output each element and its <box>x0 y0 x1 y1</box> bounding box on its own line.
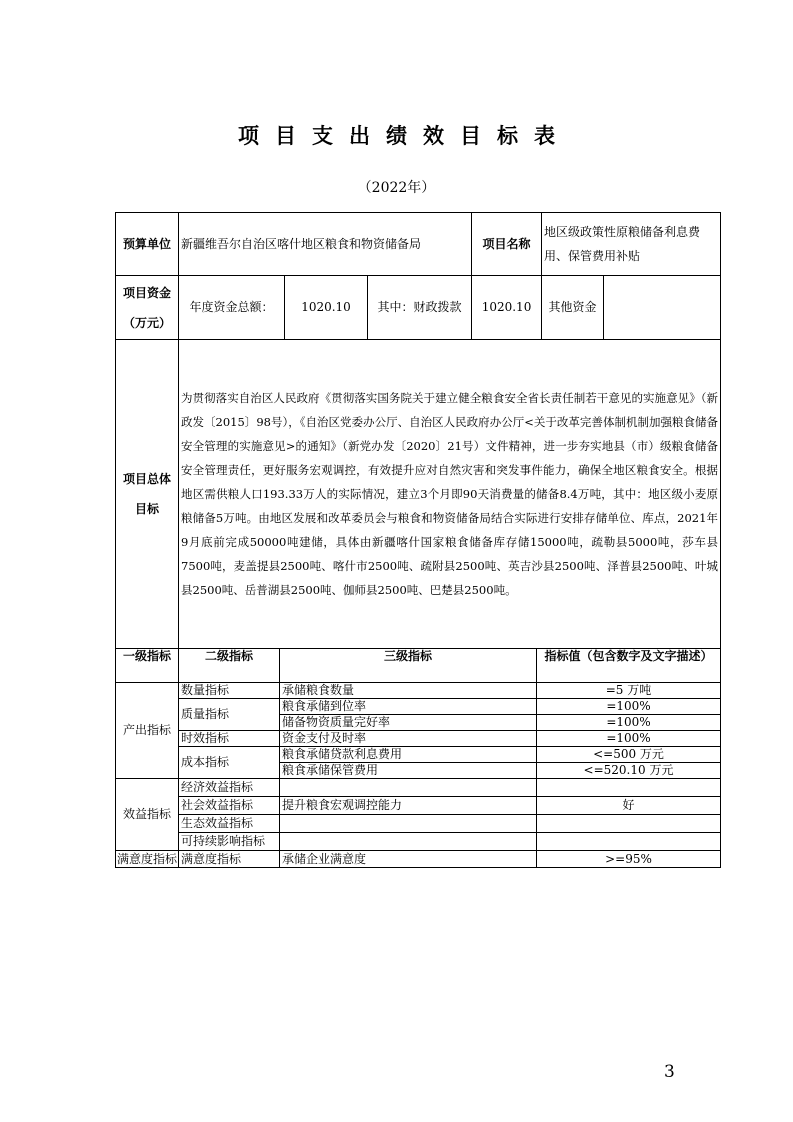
table-row-value: =100% <box>537 699 721 715</box>
cost-indicator: 成本指标 <box>179 747 280 779</box>
annual-total-value: 1020.10 <box>285 276 368 340</box>
benefit-level2: 社会效益指标 <box>179 797 280 815</box>
level2-header: 二级指标 <box>179 649 280 683</box>
benefit-level2: 经济效益指标 <box>179 779 280 797</box>
satisfaction-level1: 满意度指标 <box>116 851 177 866</box>
table-row-value: 好 <box>537 797 721 815</box>
budget-unit-value: 新疆维吾尔自治区喀什地区粮食和物资储备局 <box>179 213 472 276</box>
satisfaction-level2: 满意度指标 <box>179 851 280 868</box>
table-row-value: =5 万吨 <box>537 683 721 699</box>
table-row-value <box>537 779 721 797</box>
page-number: 3 <box>664 1062 675 1082</box>
output-level1: 产出指标 <box>116 683 179 779</box>
level3-header: 三级指标 <box>280 649 537 683</box>
goal-label: 项目总体目标 <box>116 340 179 649</box>
funds-label <box>116 276 179 340</box>
table-row-level3: 粮食承储保管费用 <box>280 763 537 779</box>
table-row-level3: 粮食承储贷款利息费用 <box>280 747 537 763</box>
budget-unit-label: 预算单位 <box>116 213 179 276</box>
value-header: 指标值（包含数字及文字描述） <box>537 649 721 683</box>
funds-label-line1: 项目资金 <box>122 285 171 300</box>
benefit-level1: 效益指标 <box>116 779 179 851</box>
table-row-level3: 储备物资质量完好率 <box>280 715 537 731</box>
other-funds-value <box>604 276 721 340</box>
benefit-level2: 可持续影响指标 <box>179 833 280 851</box>
table-row-value <box>537 815 721 833</box>
table-row-value: <=520.10 万元 <box>537 763 721 779</box>
table-row-level3 <box>280 833 537 851</box>
table-row-value: =100% <box>537 715 721 731</box>
quantity-indicator: 数量指标 <box>179 683 280 699</box>
table-row-level3: 资金支付及时率 <box>280 731 537 747</box>
other-funds-label: 其他资金 <box>542 276 604 340</box>
timeliness-indicator: 时效指标 <box>179 731 280 747</box>
year-label: （2022年） <box>357 180 436 196</box>
table-row-level3 <box>280 815 537 833</box>
level1-header: 一级指标 <box>116 649 179 683</box>
table-row-level3: 承储企业满意度 <box>280 851 537 868</box>
fiscal-label: 其中：财政拨款 <box>368 276 472 340</box>
project-name-label: 项目名称 <box>472 213 542 276</box>
quality-indicator: 质量指标 <box>179 699 280 731</box>
table-row-value: =100% <box>537 731 721 747</box>
benefit-level2: 生态效益指标 <box>179 815 280 833</box>
funds-label-line2: （万元） <box>122 315 171 330</box>
indicators-table <box>115 648 721 868</box>
fiscal-value: 1020.10 <box>472 276 542 340</box>
goal-text: 为贯彻落实自治区人民政府《贯彻落实国务院关于建立健全粮食安全省长责任制若干意见的实施意见》（新政发〔2015〕98号），《自治区党委办公厅、自治区人民政府办公厅<关于改革完善体制机制加强粮食储备安全管理的实施意见>的通知》（新党办发〔2020〕21号）文件精神，进一步夯实地县（市）级粮食储备安全管理责任，更好服务宏观调控，有效提升应对自然灾害和突发事件能力，确保全地区粮食安全。根据地区需供粮人口193.33万人的实际情况，建立3个月即90天消费量的储备8.4万吨，其中：地区级小麦原粮储备5万吨。由地区发展和改革委员会与粮食和物资储备局结合实际进行安排存储单位、库点，2021年9月底前完成50000吨建储，具体由新疆喀什国家粮食储备库存储15000吨，疏勒县5000吨，莎车县7500吨，麦盖提县2500吨、喀什市2500吨、疏附县2500吨、英吉沙县2500吨、泽普县2500吨、叶城县2500吨、岳普湖县2500吨、伽师县2500吨、巴楚县2500吨。 <box>179 340 721 649</box>
project-name-value: 地区级政策性原粮储备利息费用、保管费用补贴 <box>542 213 721 276</box>
table-row-value: >=95% <box>537 851 721 868</box>
annual-total-label: 年度资金总额： <box>179 276 285 340</box>
table-row-level3: 承储粮食数量 <box>280 683 537 699</box>
project-info-table <box>115 212 721 649</box>
table-row-value <box>537 833 721 851</box>
table-row-value: <=500 万元 <box>537 747 721 763</box>
page-title: 项目支出绩效目标表 <box>238 124 571 148</box>
table-row-level3: 提升粮食宏观调控能力 <box>280 797 537 815</box>
table-row-level3 <box>280 779 537 797</box>
table-row-level3: 粮食承储到位率 <box>280 699 537 715</box>
